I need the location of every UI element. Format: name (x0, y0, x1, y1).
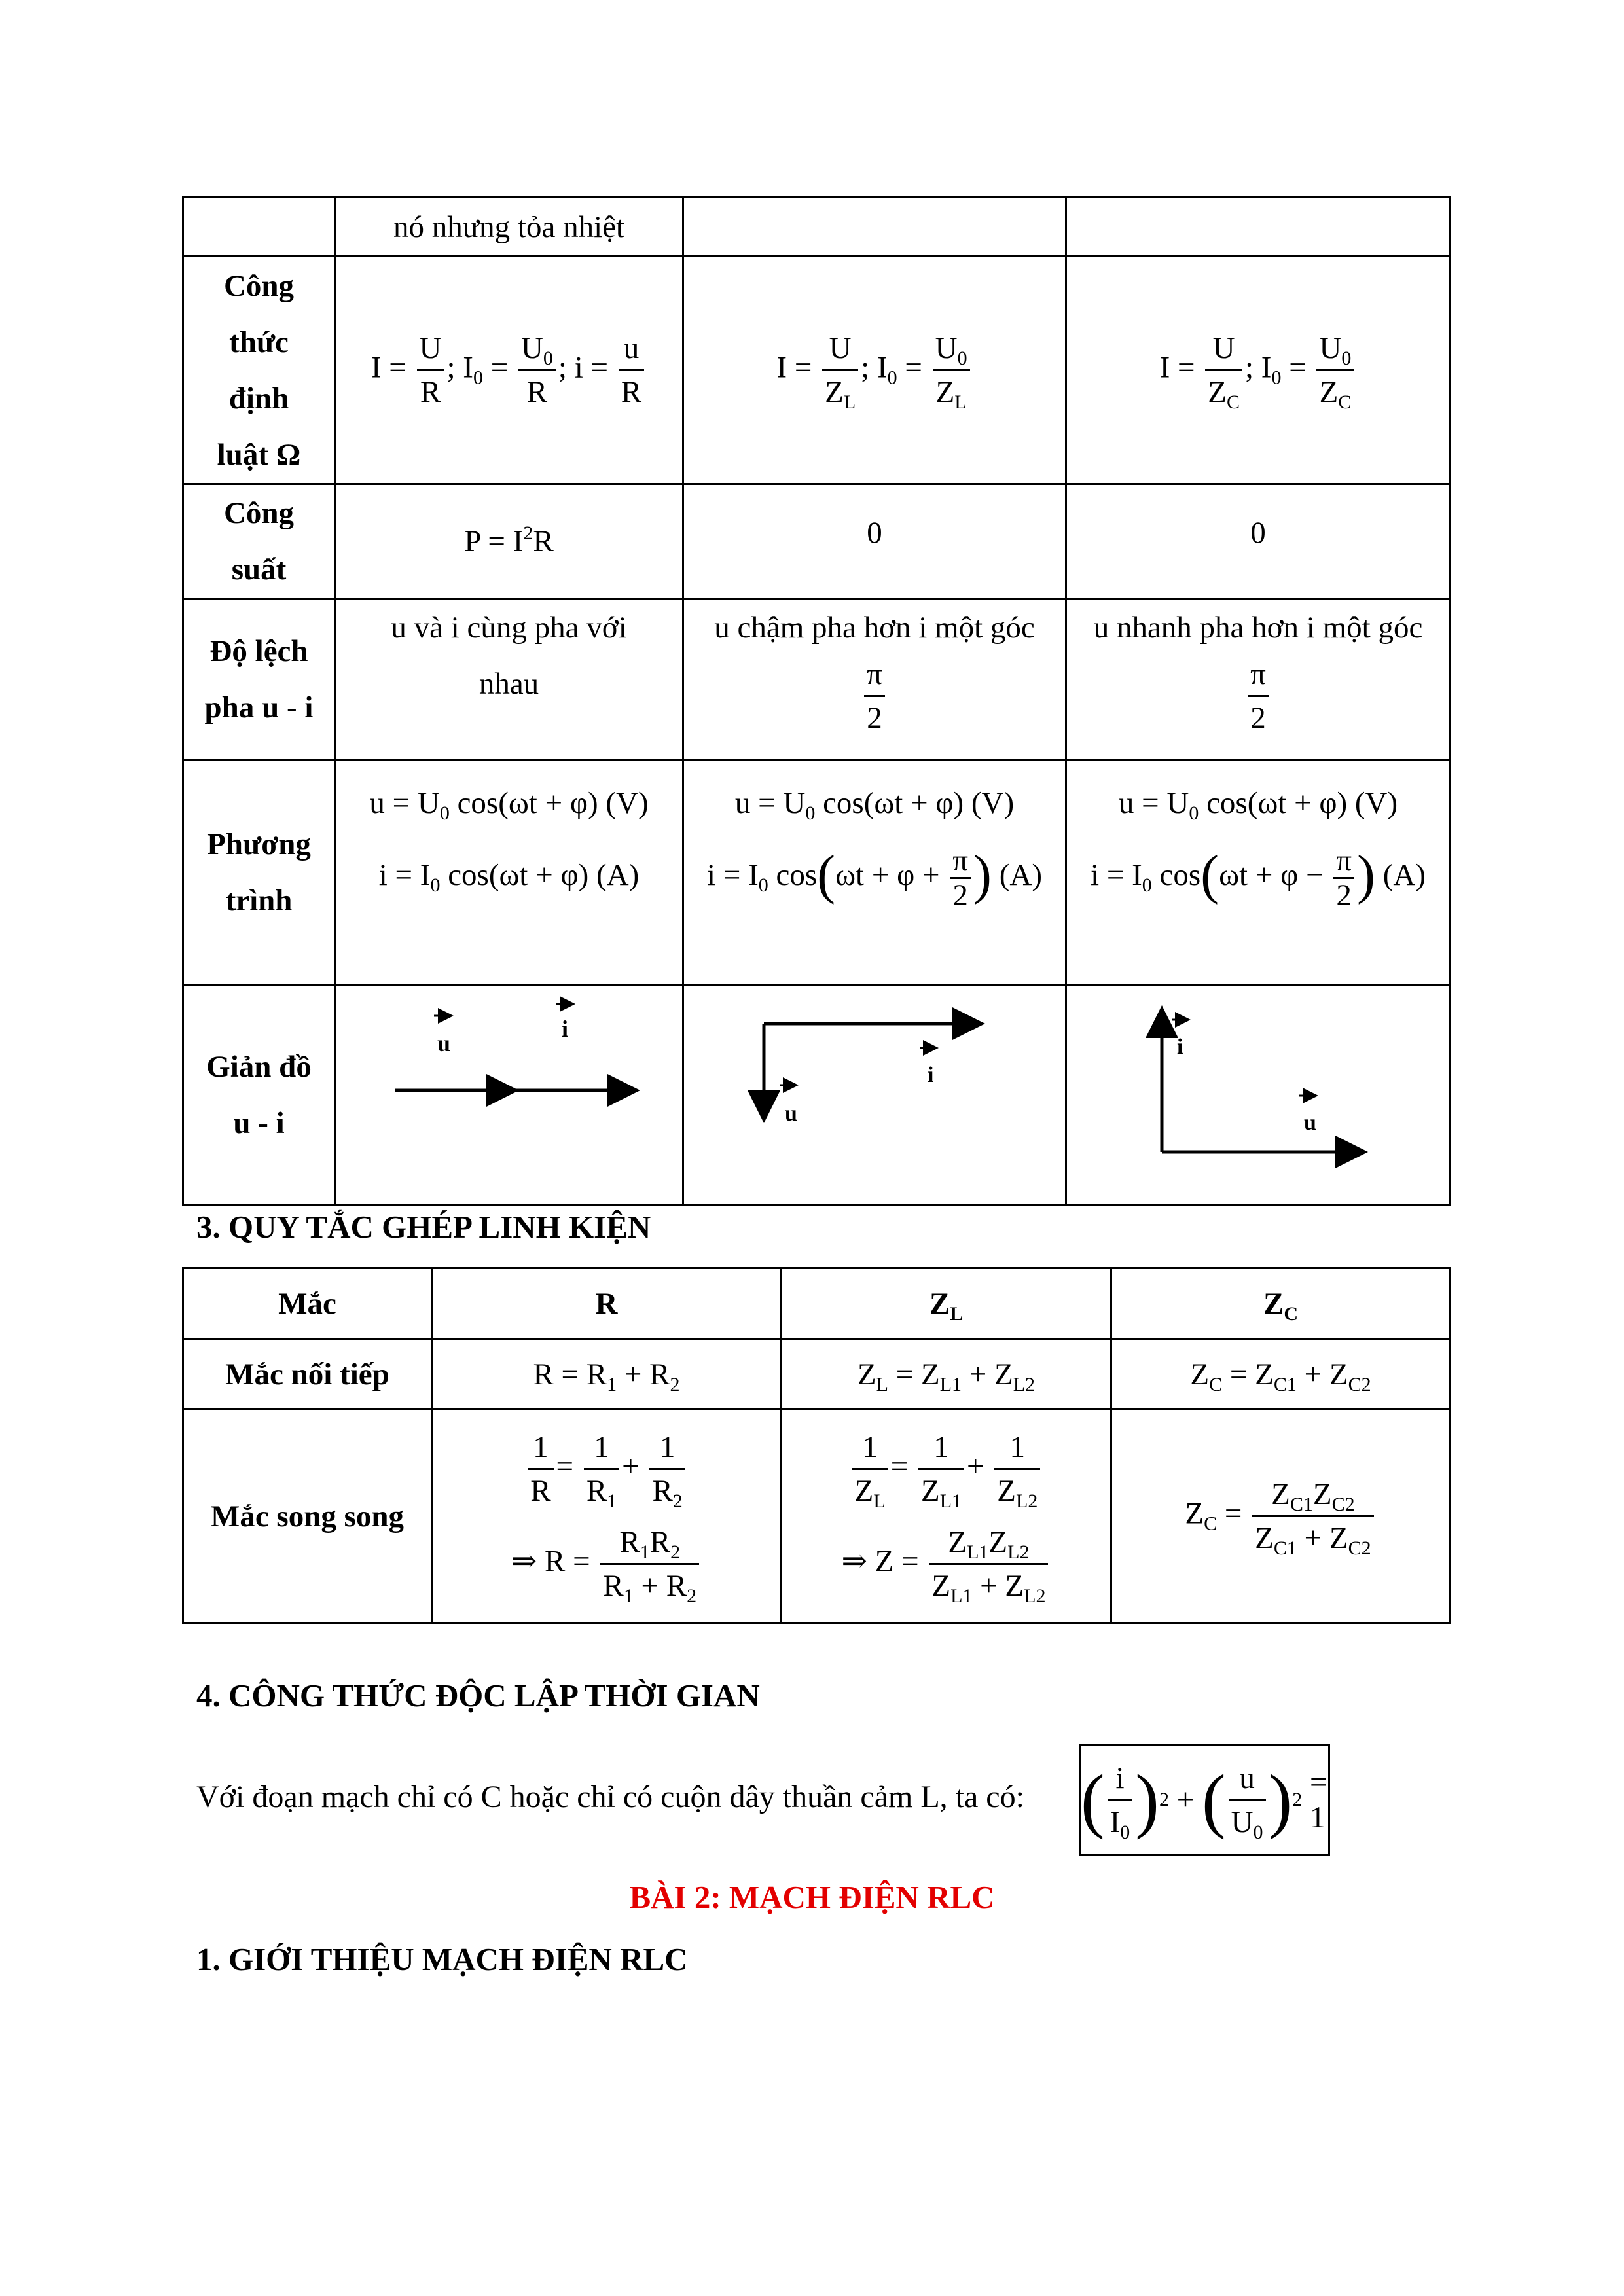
table-row (183, 257, 1451, 484)
phase-l: u chậm pha hơn i một góc $\frac{\pi}{2}$ (683, 599, 1066, 760)
ohm-formula-c: I = $\frac{U}{Z_C}$ ; $I_0$ = $\frac{U_0}{Z_C}$ (1066, 257, 1451, 484)
vector-i-label: i (562, 1016, 569, 1042)
series-zl: $Z_L = Z_{L1} + Z_{L2}$ (782, 1339, 1111, 1410)
component-table (182, 196, 1451, 1206)
equation-r: $u = U_0$ cos(ωt + φ) (V) $i = I_0$ cos(ωt + φ) (A) (335, 760, 683, 985)
row-label-series: Mắc nối tiếp (183, 1339, 432, 1410)
diagram-l (683, 985, 1066, 1206)
vector-u-label: u (785, 1102, 797, 1126)
vector-i-label: i (928, 1063, 934, 1087)
ohm-formula-l: I = $\frac{U}{Z_L}$ ; $I_0$ = $\frac{U_0}{Z_L}$ (683, 257, 1066, 484)
table-row (183, 198, 1451, 257)
table-row (183, 1268, 1451, 1339)
series-zc: $Z_C = Z_{C1} + Z_{C2}$ (1111, 1339, 1451, 1410)
vector-u-label: u (437, 1030, 451, 1056)
vector-i-label: i (1177, 1035, 1183, 1059)
time-independent-formula: ( $\frac{i}{I_0}$ ) 2 + ( $\frac{u}{U_0}$ ) 2 = 1 (1079, 1744, 1330, 1856)
table-row (183, 1410, 1451, 1623)
table-row (183, 1339, 1451, 1410)
table-row (183, 599, 1451, 760)
col-header-zc: $Z_C$ (1111, 1268, 1451, 1339)
row-label-phase: Độ lệch pha u - i (183, 599, 335, 760)
section-1-title: 1. GIỚI THIỆU MẠCH ĐIỆN RLC (196, 1941, 688, 1977)
section-4-title: 4. CÔNG THỨC ĐỘC LẬP THỜI GIAN (196, 1677, 760, 1713)
col-header-r: R (432, 1268, 782, 1339)
equation-c: $u = U_0$ cos(ωt + φ) (V) $i = I_0$ cos(ωt + φ − $\frac{\pi}{2}$ ) (A) (1066, 760, 1451, 985)
diagram-r (335, 985, 683, 1206)
section-3-title: 3. QUY TẮC GHÉP LINH KIỆN (196, 1209, 651, 1245)
col-header-mac: Mắc (183, 1268, 432, 1339)
lesson-2-title: BÀI 2: MẠCH ĐIỆN RLC (629, 1879, 995, 1915)
row-label-diagram: Giản đồ u - i (183, 985, 335, 1206)
parallel-r: $\frac{1}{R}$ = $\frac{1}{R_1}$ + $\frac{1}{R_2}$ ⇒ R = $\frac{R_1R_2}{R_1 + R_2}$ (432, 1410, 782, 1623)
ohm-formula-r: I = $\frac{U}{R}$ ; $I_0$ = $\frac{U_0}{R}$ ; i = $\frac{u}{R}$ (335, 257, 683, 484)
parallel-zc: $Z_C$ = $\frac{Z_{C1}Z_{C2}}{Z_{C1} + Z_{C2}}$ (1111, 1410, 1451, 1623)
power-l: 0 (683, 484, 1066, 599)
table-row (183, 985, 1451, 1206)
power-c: 0 (1066, 484, 1451, 599)
combination-table (182, 1267, 1451, 1624)
series-r: $R = R_1 + R_2$ (432, 1339, 782, 1410)
table-row (183, 484, 1451, 599)
row-label-ohm: Công thức định luật Ω (183, 257, 335, 484)
row-label-power: Công suất (183, 484, 335, 599)
phase-c: u nhanh pha hơn i một góc $\frac{\pi}{2}$ (1066, 599, 1451, 760)
table-row (183, 760, 1451, 985)
power-r: $P = I^2R$ (335, 484, 683, 599)
row-label-equation: Phương trình (183, 760, 335, 985)
section-4-text: Với đoạn mạch chỉ có C hoặc chỉ có cuộn dây thuần cảm L, ta có: (196, 1780, 1024, 1814)
equation-l: $u = U_0$ cos(ωt + φ) (V) $i = I_0$ cos(ωt + φ + $\frac{\pi}{2}$ ) (A) (683, 760, 1066, 985)
row-label-parallel: Mắc song song (183, 1410, 432, 1623)
parallel-zl: $\frac{1}{Z_L}$ = $\frac{1}{Z_{L1}}$ + $\frac{1}{Z_{L2}}$ ⇒ Z = $\frac{Z_{L1}Z_{L2}}{Z_{L1} + Z_{L2}}$ (782, 1410, 1111, 1623)
vector-u-label: u (1304, 1111, 1316, 1135)
r-behaviour-cell: nó nhưng tỏa nhiệt (335, 198, 683, 257)
col-header-zl: $Z_L$ (782, 1268, 1111, 1339)
diagram-c (1066, 985, 1451, 1206)
phase-r: u và i cùng pha với nhau (335, 599, 683, 760)
